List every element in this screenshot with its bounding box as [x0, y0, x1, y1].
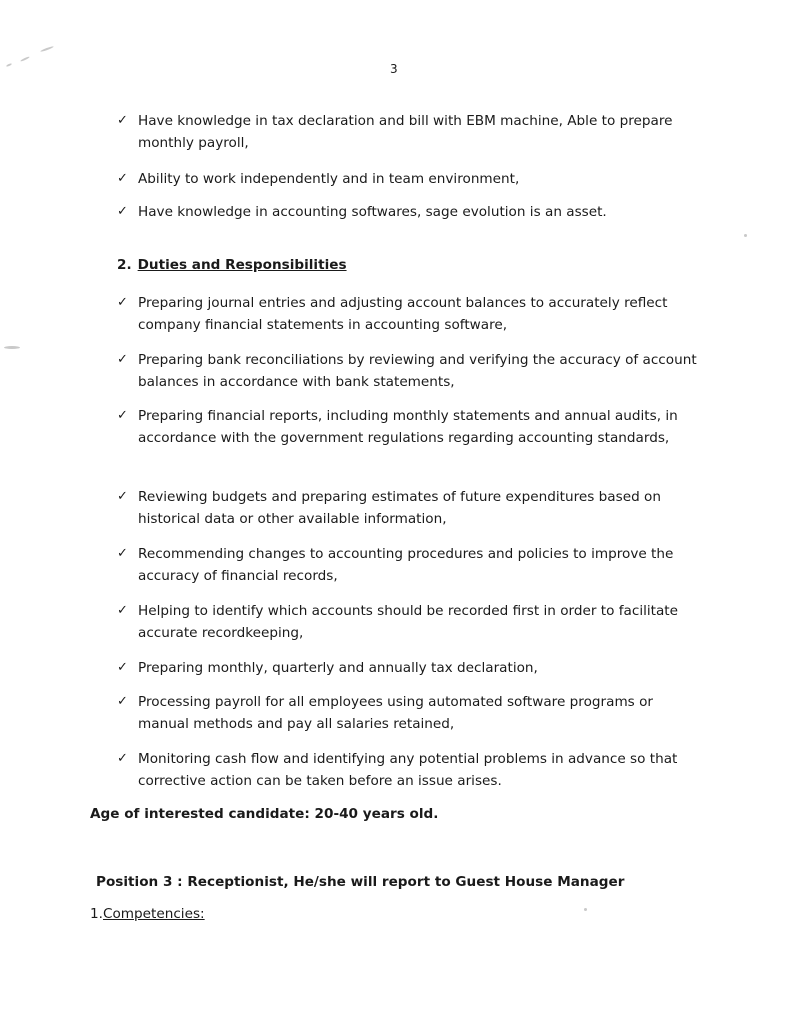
scan-speck — [6, 63, 12, 67]
list-item — [117, 600, 697, 644]
checkmark-icon: ✓ — [117, 603, 128, 618]
list-item — [117, 691, 697, 735]
list-item — [117, 110, 697, 154]
list-item-text: Monitoring cash flow and identifying any potential problems in advance so that corrective action can be taken before an issue arises. — [138, 751, 678, 789]
list-item — [117, 748, 697, 792]
list-item — [117, 349, 697, 393]
list-item-text: Have knowledge in accounting softwares, sage evolution is an asset. — [138, 204, 607, 220]
list-item-text: Preparing monthly, quarterly and annually tax declaration, — [138, 660, 538, 676]
list-item-text: Have knowledge in tax declaration and bill with EBM machine, Able to prepare monthly payroll, — [138, 113, 673, 151]
list-item-text: Preparing financial reports, including monthly statements and annual audits, in accordance with the government regulations regarding accounting standards, — [138, 408, 678, 446]
list-item-text: Helping to identify which accounts should be recorded first in order to facilitate accurate recordkeeping, — [138, 603, 678, 641]
checkmark-icon: ✓ — [117, 660, 128, 675]
list-item — [117, 657, 697, 679]
scan-speck — [20, 56, 30, 62]
list-item — [117, 201, 697, 223]
list-item-text: Recommending changes to accounting procedures and policies to improve the accuracy of financial records, — [138, 546, 674, 584]
competencies-title: Competencies: — [102, 906, 205, 922]
section-number: 2. — [117, 257, 132, 273]
checkmark-icon: ✓ — [117, 295, 128, 310]
list-item-text: Reviewing budgets and preparing estimates of future expenditures based on historical data or other available information, — [138, 489, 661, 527]
section-title: Duties and Responsibilities — [137, 257, 347, 273]
list-item — [117, 292, 697, 336]
list-item — [117, 486, 697, 530]
checkmark-icon: ✓ — [117, 352, 128, 367]
checkmark-icon: ✓ — [117, 408, 128, 423]
checkmark-icon: ✓ — [117, 751, 128, 766]
list-item — [117, 405, 697, 449]
list-item-text: Processing payroll for all employees using automated software programs or manual methods and pay all salaries retained, — [138, 694, 653, 732]
scan-speck — [584, 908, 587, 911]
competencies-heading — [90, 906, 205, 922]
competencies-number: 1. — [90, 906, 103, 922]
scan-speck — [40, 46, 54, 53]
list-item — [117, 543, 697, 587]
list-item-text: Ability to work independently and in team environment, — [138, 171, 520, 187]
position-heading: Position 3 : Receptionist, He/she will report to Guest House Manager — [96, 874, 625, 890]
checkmark-icon: ✓ — [117, 113, 128, 128]
checkmark-icon: ✓ — [117, 489, 128, 504]
checkmark-icon: ✓ — [117, 171, 128, 186]
checkmark-icon: ✓ — [117, 546, 128, 561]
section-heading — [117, 257, 347, 273]
checkmark-icon: ✓ — [117, 204, 128, 219]
scan-speck — [4, 346, 20, 349]
page-number: 3 — [390, 62, 398, 76]
list-item-text: Preparing journal entries and adjusting account balances to accurately reflect company financial statements in accounting software, — [138, 295, 668, 333]
scan-speck — [744, 234, 747, 237]
checkmark-icon: ✓ — [117, 694, 128, 709]
list-item-text: Preparing bank reconciliations by reviewing and verifying the accuracy of account balances in accordance with bank statements, — [138, 352, 697, 390]
list-item — [117, 168, 697, 190]
age-requirement: Age of interested candidate: 20-40 years old. — [90, 806, 439, 822]
